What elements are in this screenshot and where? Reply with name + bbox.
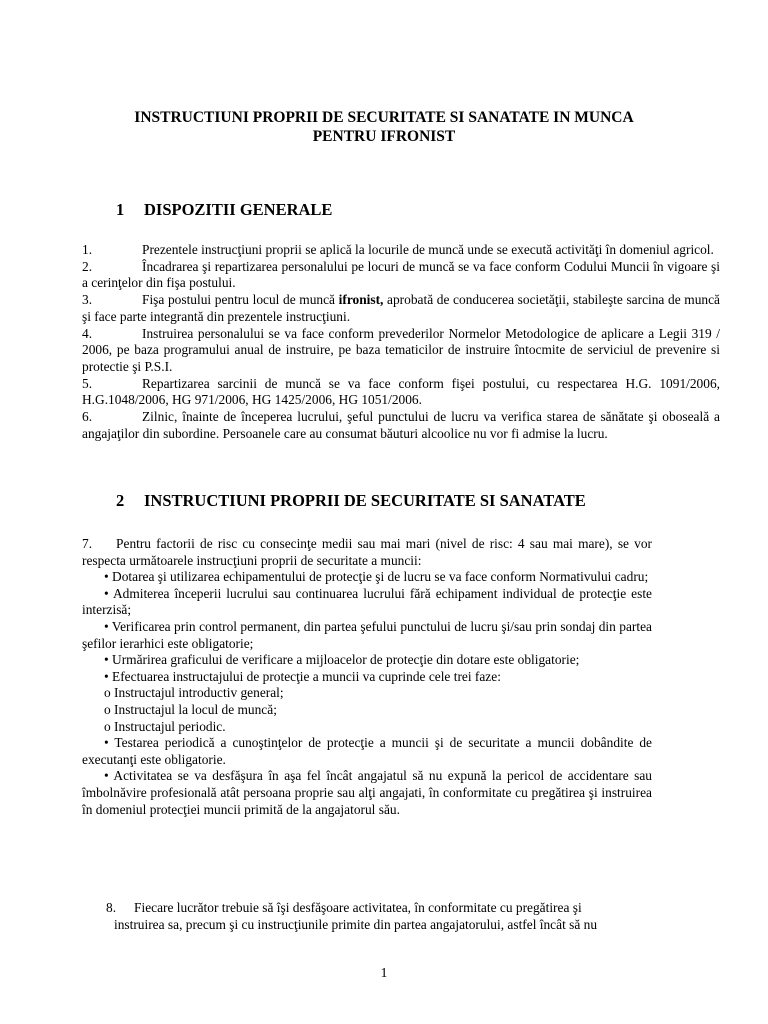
title-line-2: PENTRU IFRONIST	[312, 128, 456, 145]
item-7	[82, 536, 652, 818]
bullet-icon: •	[104, 735, 115, 751]
bullet-icon: •	[104, 668, 113, 684]
list-item-continuation: instruirea sa, precum şi cu instrucţiunile primite din partea angajatorului, astfel încât să nu	[114, 916, 598, 932]
bullet-icon: •	[104, 652, 113, 668]
section-heading-2	[116, 491, 586, 511]
bullet-item: • Admiterea începerii lucrului sau continuarea lucrului fără echipament individual de protecţie este interzisă;	[82, 585, 653, 618]
list-item: 3. Fişa postului pentru locul de muncă ifronist, aprobată de conducerea societăţii, stabileşte sarcina de muncă şi face parte integrantă din prezentele instrucţiuni.	[82, 292, 720, 324]
list-item: 7. Pentru factorii de risc cu consecinţe medii sau mai mari (nivel de risc: 4 sau mai mare), se vor respecta următoarele instrucţiuni proprii de securitate a muncii:	[82, 536, 652, 568]
bullet-icon: •	[104, 585, 113, 601]
section-number: 1	[116, 200, 125, 219]
section-heading-1	[116, 200, 332, 220]
bullet-icon: •	[104, 768, 114, 784]
title-line-1: INSTRUCTIUNI PROPRII DE SECURITATE SI SANATATE IN MUNCA	[134, 109, 634, 126]
sub-item: o Instructajul periodic.	[104, 718, 226, 734]
page-number: 1	[380, 966, 388, 981]
bullet-item: • Activitatea se va desfăşura în aşa fel încât angajatul să nu expună la pericol de accidentare sau îmbolnăvire profesională atât persoana proprie sau alţi angajati, în conformitate cu pregătirea şi instruirea în domeniul protecţiei muncii primită de la angajatorul său.	[82, 768, 653, 817]
item-8	[106, 900, 720, 933]
circle-bullet-icon: o	[104, 701, 115, 717]
sub-item: o Instructajul la locul de muncă;	[104, 701, 277, 717]
sub-item: o Instructajul introductiv general;	[104, 685, 284, 701]
list-item: 4. Instruirea personalului se va face conform prevederilor Normelor Metodologice de aplicare a Legii 319 / 2006, pe baza programului anual de instruire, pe baza tematicilor de instruire întocmite de serviciul de prevenire si protectie şi P.S.I.	[82, 325, 720, 374]
general-provisions	[82, 242, 720, 442]
section-title: DISPOZITII GENERALE	[144, 200, 333, 219]
list-item: 5. Repartizarea sarcinii de muncă se va face conform fişei postului, cu respectarea H.G. 1091/2006, H.G.1048/2006, HG 971/2006, HG 1425/2006, HG 1051/2006.	[82, 375, 720, 408]
section-number: 2	[116, 491, 125, 510]
bullet-icon: •	[104, 618, 112, 634]
circle-bullet-icon: o	[104, 685, 115, 701]
list-item: 8. Fiecare lucrător trebuie să îşi desfăşoare activitatea, în conformitate cu pregătirea şi	[106, 900, 582, 915]
bullet-icon: •	[104, 569, 113, 585]
document-title	[0, 108, 768, 146]
circle-bullet-icon: o	[104, 718, 115, 734]
list-item: 1. Prezentele instrucţiuni proprii se aplică la locurile de muncă unde se execută activităţi în domeniul agricol.	[82, 242, 714, 257]
bullet-item: • Verificarea prin control permanent, din partea şefului punctului de lucru şi/sau prin sondaj din partea şefilor ierarhici este obligatorie;	[82, 618, 652, 651]
section-title: INSTRUCTIUNI PROPRII DE SECURITATE SI SANATATE	[144, 491, 586, 510]
list-item: 2. Încadrarea şi repartizarea personalului pe locuri de muncă se va face conform Codului Muncii în vigoare şi a cerinţelor din fişa postului.	[82, 258, 720, 291]
bullet-item: • Dotarea şi utilizarea echipamentului de protecţie şi de lucru se va face conform Normativului cadru;	[104, 569, 649, 585]
bullet-item: • Urmărirea graficului de verificare a mijloacelor de protecţie din dotare este obligatorie;	[104, 652, 580, 668]
bullet-item: • Testarea periodică a cunoştinţelor de protecţie a muncii şi de securitate a muncii dobândite de executanţi este obligatorie.	[82, 735, 652, 767]
list-item: 6. Zilnic, înainte de începerea lucrului, şeful punctului de lucru va verifica starea de sănătate şi oboseală a angajaţilor din subordine. Persoanele care au consumat băuturi alcoolice nu vor fi admise la lucru.	[82, 409, 720, 441]
bullet-item: • Efectuarea instructajului de protecţie a muncii va cuprinde cele trei faze:	[104, 668, 501, 684]
